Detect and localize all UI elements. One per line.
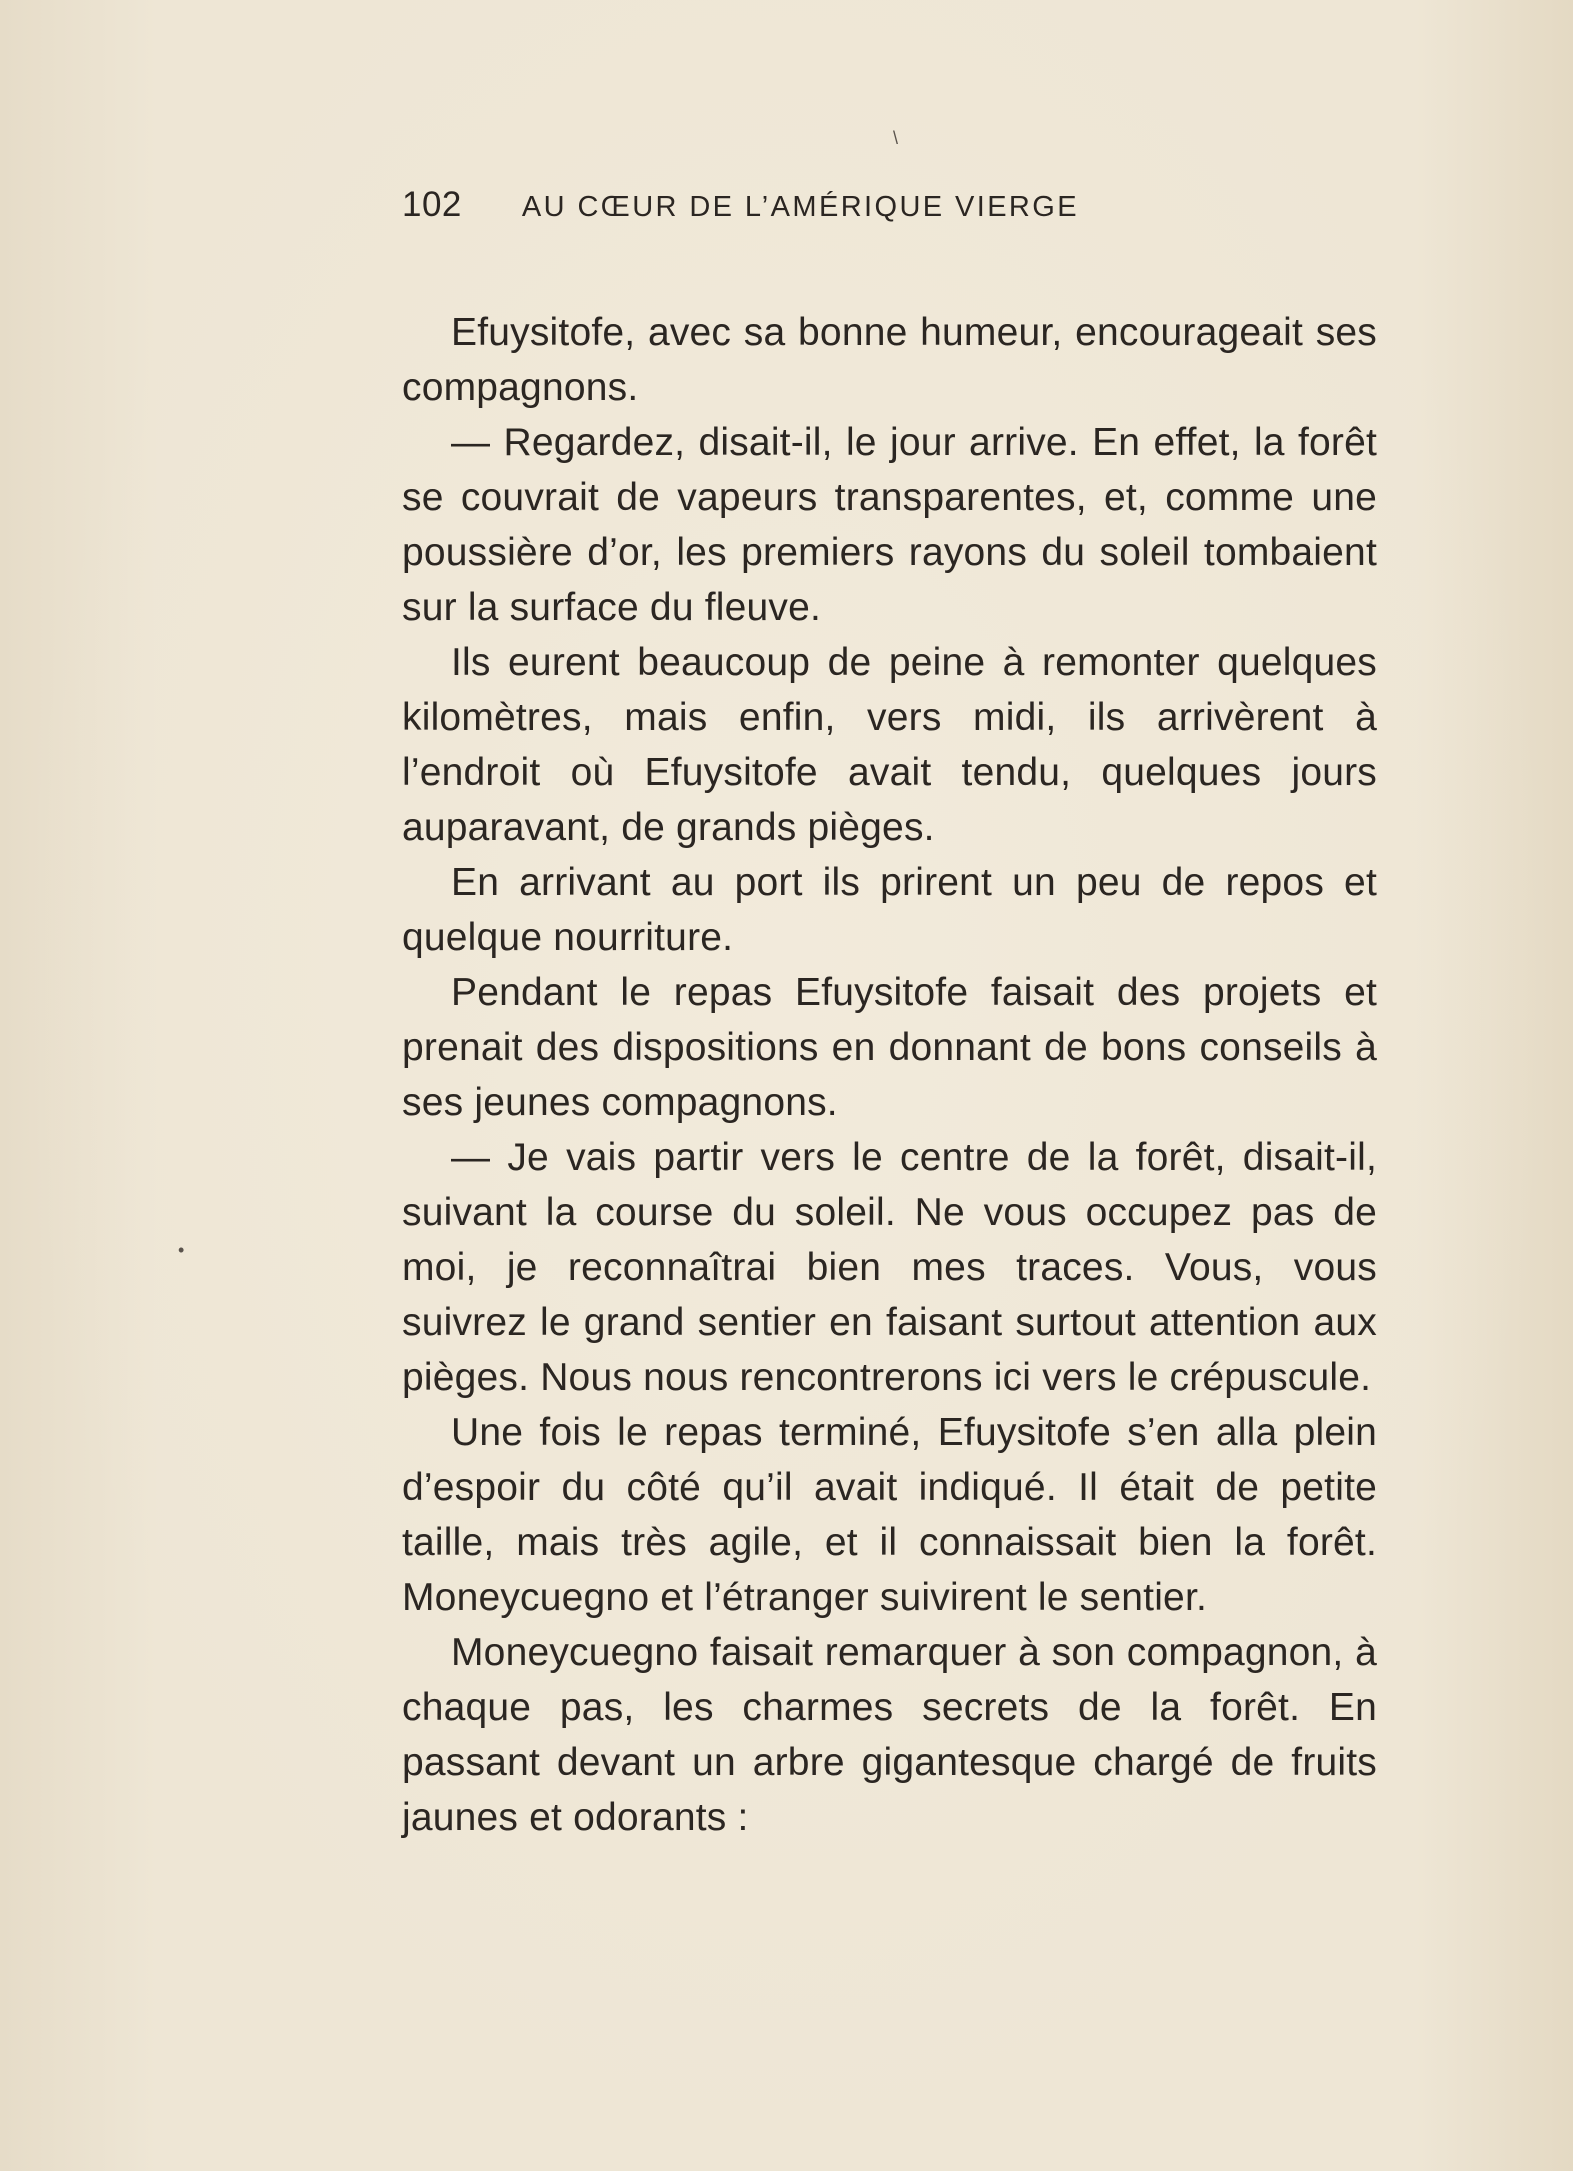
print-mark: \ xyxy=(893,128,899,148)
running-head xyxy=(402,185,1217,235)
paragraph: — Regardez, disait-il, le jour arrive. En effet, la forêt se couvrait de vapeurs transparentes, et, comme une poussière d’or, les premiers rayons du soleil tombaient sur la surface du fleuve. xyxy=(402,421,1377,629)
paragraph: Efuysitofe, avec sa bonne humeur, encourageait ses compagnons. xyxy=(402,311,1377,409)
running-title: AU CŒUR DE L’AMÉRIQUE VIERGE xyxy=(521,191,1079,223)
paragraph: En arrivant au port ils prirent un peu de repos et quelque nourriture. xyxy=(402,861,1377,959)
paragraph: — Je vais partir vers le centre de la forêt, disait-il, suivant la course du soleil. Ne vous occupez pas de moi, je reconnaîtrai bien mes traces. Vous, vous suivrez le grand sentier en faisant surtout attention aux pièges. Nous nous rencontrerons ici vers le crépuscule. xyxy=(402,1136,1377,1399)
paragraph: Pendant le repas Efuysitofe faisait des projets et prenait des dispositions en donnant de bons conseils à ses jeunes compagnons. xyxy=(402,971,1377,1124)
paragraph: Moneycuegno faisait remarquer à son compagnon, à chaque pas, les charmes secrets de la forêt. En passant devant un arbre gigantesque chargé de fruits jaunes et odorants : xyxy=(402,1631,1377,1839)
paragraph: Une fois le repas terminé, Efuysitofe s’en alla plein d’espoir du côté qu’il avait indiqué. Il était de petite taille, mais très agile, et il connaissait bien la forêt. Moneycuegno et l’étranger suivirent le sentier. xyxy=(402,1411,1377,1619)
page-number: 102 xyxy=(402,185,462,224)
body-text xyxy=(402,305,1377,1845)
print-mark: • xyxy=(178,1240,185,1260)
paragraph: Ils eurent beaucoup de peine à remonter quelques kilomètres, mais enfin, vers midi, ils arrivèrent à l’endroit où Efuysitofe avait tendu, quelques jours auparavant, de grands pièges. xyxy=(402,641,1377,849)
